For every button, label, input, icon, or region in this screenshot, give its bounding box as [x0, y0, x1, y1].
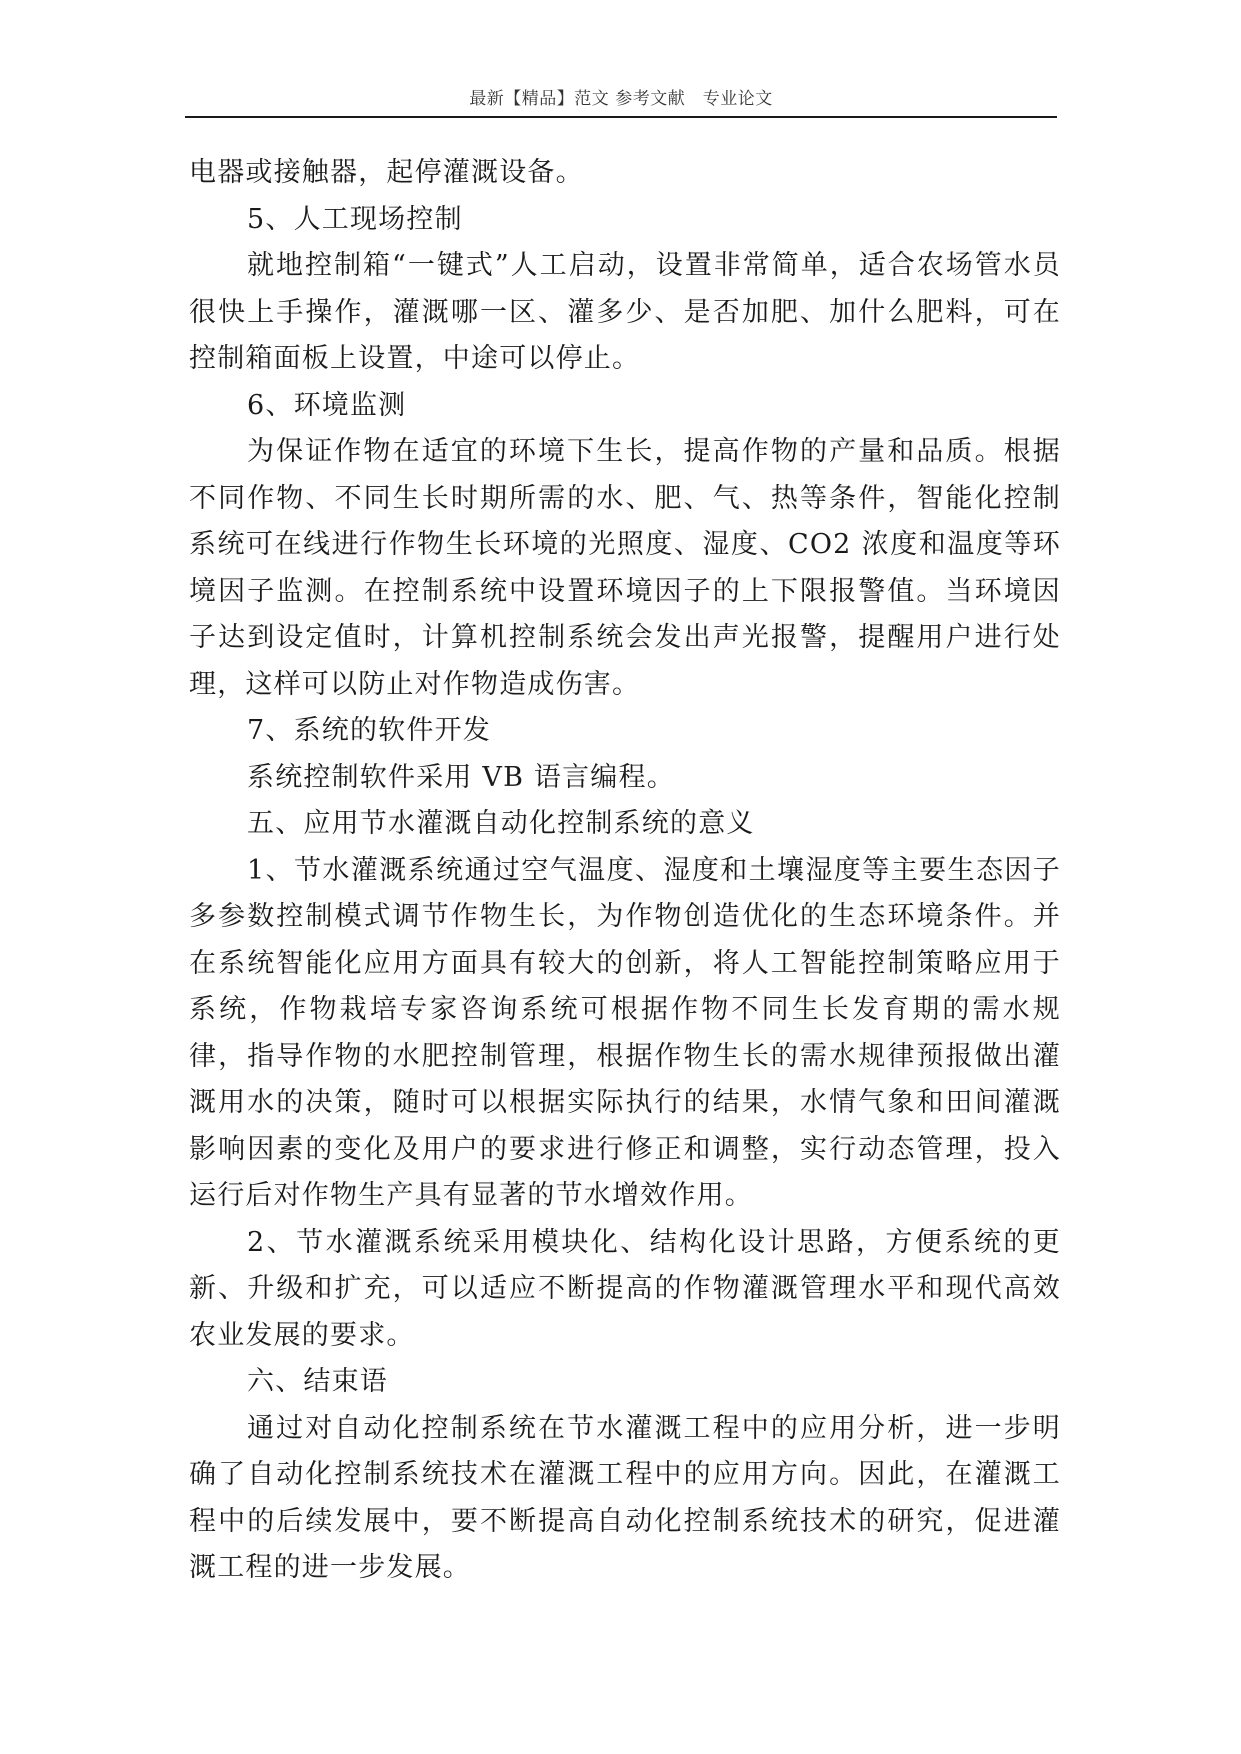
paragraph: 系统控制软件采用 VB 语言编程。 — [247, 761, 675, 793]
paragraph: 就地控制箱“一键式”人工启动，设置非常简单，适合农场管水员很快上手操作，灌溉哪一区、灌多少、是否加肥、加什么肥料，可在控制箱面板上设置，中途可以停止。 — [189, 250, 1061, 374]
section-heading: 5、人工现场控制 — [247, 203, 463, 235]
chapter-heading: 六、结束语 — [247, 1366, 388, 1397]
paragraph: 电器或接触器，起停灌溉设备。 — [189, 157, 584, 188]
paragraph: 为保证作物在适宜的环境下生长，提高作物的产量和品质。根据不同作物、不同生长时期所需的水、肥、气、热等条件，智能化控制系统可在线进行作物生长环境的光照度、湿度、CO2 浓度和温度等环境因子监测。在控制系统中设置环境因子的上下限报警值。当环境因子达到设定值时，计算机控制系统会发出声光报警，提醒用户进行处理，这样可以防止对作物造成伤害。 — [189, 436, 1061, 700]
page-header — [185, 84, 1057, 118]
chapter-heading: 五、应用节水灌溉自动化控制系统的意义 — [247, 808, 755, 839]
document-body — [189, 150, 1061, 1592]
paragraph: 通过对自动化控制系统在节水灌溉工程中的应用分析，进一步明确了自动化控制系统技术在灌溉工程中的应用方向。因此，在灌溉工程中的后续发展中，要不断提高自动化控制系统技术的研究，促进灌溉工程的进一步发展。 — [189, 1412, 1061, 1583]
section-heading: 6、环境监测 — [247, 389, 407, 421]
paragraph: 2、节水灌溉系统采用模块化、结构化设计思路，方便系统的更新、升级和扩充，可以适应不断提高的作物灌溉管理水平和现代高效农业发展的要求。 — [189, 1226, 1061, 1351]
header-text: 最新【精品】范文 参考文献 专业论文 — [469, 89, 773, 109]
section-heading: 7、系统的软件开发 — [247, 715, 491, 746]
paragraph: 1、节水灌溉系统通过空气温度、湿度和土壤湿度等主要生态因子多参数控制模式调节作物生长，为作物创造优化的生态环境条件。并在系统智能化应用方面具有较大的创新，将人工智能控制策略应用于系统，作物栽培专家咨询系统可根据作物不同生长发育期的需水规律，指导作物的水肥控制管理，根据作物生长的需水规律预报做出灌溉用水的决策，随时可以根据实际执行的结果，水情气象和田间灌溉影响因素的变化及用户的要求进行修正和调整，实行动态管理，投入运行后对作物生产具有显著的节水增效作用。 — [189, 854, 1061, 1211]
